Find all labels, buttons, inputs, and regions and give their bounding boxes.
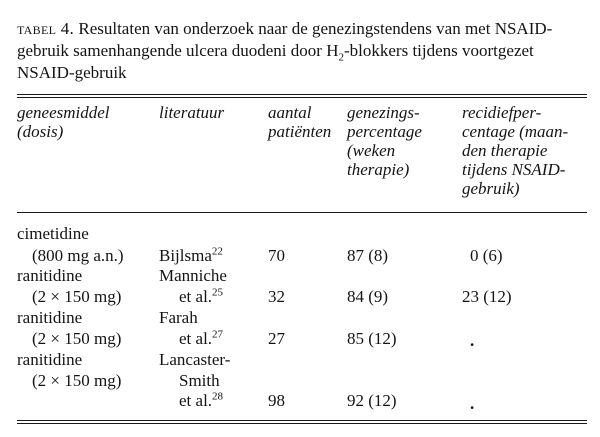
row1-relapse: 0 (6) [470, 246, 503, 265]
row2-author-line2: et al.$^{25}$ [179, 286, 224, 306]
top-rule-inner [17, 97, 587, 98]
row3-author-line2: et al.$^{27}$ [179, 328, 224, 348]
row1-patients: 70 [268, 246, 285, 265]
row3-author-line1: Farah [159, 308, 198, 327]
caption-text-part1: Resultaten van onderzoek naar de genezingstendens van met NSAID-gebruik samenhangende ulcera duodeni door H [17, 19, 553, 60]
header-rule [17, 212, 587, 213]
header-patients: aantal patiënten [268, 103, 332, 141]
caption-subscript: 2 [338, 51, 344, 64]
row2-author-line1: Manniche [159, 266, 227, 285]
row4-healing: 92 (12) [347, 391, 397, 410]
table-caption [17, 18, 587, 84]
top-rule [17, 94, 587, 95]
row4-author-line2: Smith [179, 371, 220, 390]
bottom-rule-inner [17, 420, 587, 421]
row3-relapse: . [470, 331, 475, 350]
header-drug: geneesmiddel (dosis) [17, 103, 110, 141]
row1-dose: (800 mg a.n.) [32, 246, 124, 265]
table-label: tabel 4. [17, 19, 75, 38]
caption-text-part2: -blokkers tijdens voortgezet NSAID-gebruik [17, 41, 534, 82]
row4-author-line1: Lancaster- [159, 350, 231, 369]
row1-author: Bijlsma$^{22}$ [159, 245, 223, 265]
header-literature: literatuur [159, 103, 225, 122]
row1-drug: cimetidine [17, 224, 89, 243]
bottom-rule [17, 423, 587, 424]
header-relapse: recidiefper- centage (maan- den therapie tijdens NSAID- gebruik) [462, 103, 569, 198]
row2-relapse: 23 (12) [462, 287, 512, 306]
row1-healing: 87 (8) [347, 246, 389, 265]
row3-healing: 85 (12) [347, 329, 397, 348]
row4-relapse: . [470, 394, 475, 413]
row2-drug: ranitidine [17, 266, 83, 285]
row4-dose: (2 × 150 mg) [32, 371, 122, 390]
row3-patients: 27 [268, 329, 285, 348]
row4-drug: ranitidine [17, 350, 83, 369]
row4-patients: 98 [268, 391, 285, 410]
row3-drug: ranitidine [17, 308, 83, 327]
header-healing: genezings- percentage (weken therapie) [347, 103, 422, 179]
row3-dose: (2 × 150 mg) [32, 329, 122, 348]
row2-dose: (2 × 150 mg) [32, 287, 122, 306]
row2-healing: 84 (9) [347, 287, 389, 306]
row2-patients: 32 [268, 287, 285, 306]
row4-author-line3: et al.$^{28}$ [179, 390, 224, 410]
